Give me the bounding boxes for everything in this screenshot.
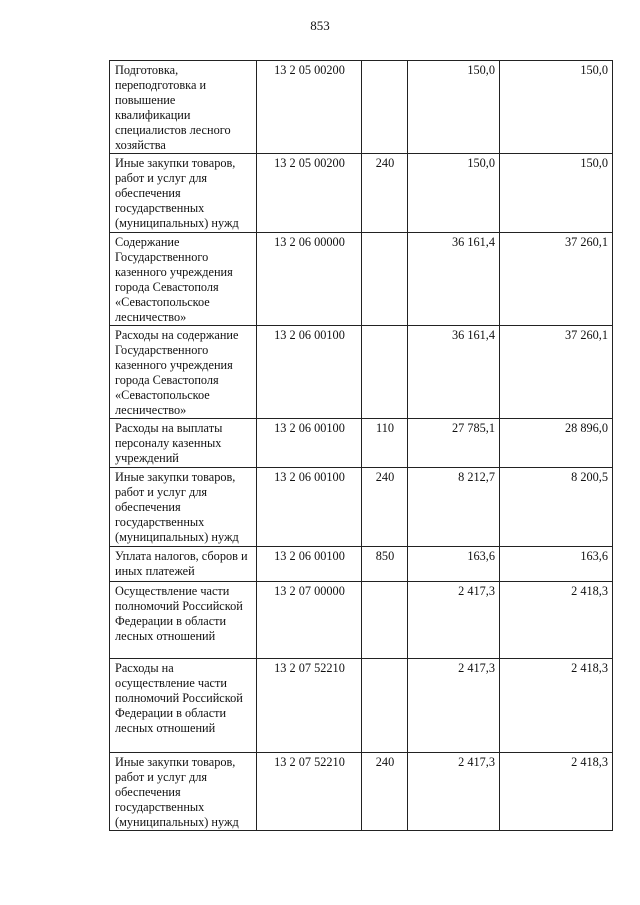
- amount-year1-cell: 2 417,3: [408, 659, 500, 753]
- table-row: [110, 233, 613, 326]
- expense-type-cell: 240: [362, 468, 408, 547]
- expense-name-cell: Расходы на выплаты персоналу казенных учреждений: [110, 419, 257, 468]
- expense-name-cell: Иные закупки товаров, работ и услуг для обеспечения государственных (муниципальных) нужд: [110, 468, 257, 547]
- table-row: [110, 61, 613, 154]
- amount-year2-cell: 150,0: [500, 61, 613, 154]
- amount-year1-cell: 27 785,1: [408, 419, 500, 468]
- amount-year2-cell: 28 896,0: [500, 419, 613, 468]
- expense-name-cell: Иные закупки товаров, работ и услуг для обеспечения государственных (муниципальных) нужд: [110, 154, 257, 233]
- amount-year1-cell: 36 161,4: [408, 326, 500, 419]
- expense-type-cell: 850: [362, 547, 408, 582]
- expense-name-cell: Расходы на осуществление части полномочий Российской Федерации в области лесных отношений: [110, 659, 257, 753]
- table-row: [110, 753, 613, 831]
- expense-type-cell: 240: [362, 154, 408, 233]
- table-row: [110, 154, 613, 233]
- target-code-cell: 13 2 07 52210: [257, 659, 362, 753]
- expense-type-cell: 240: [362, 753, 408, 831]
- amount-year2-cell: 150,0: [500, 154, 613, 233]
- amount-year1-cell: 150,0: [408, 154, 500, 233]
- expense-name-cell: Уплата налогов, сборов и иных платежей: [110, 547, 257, 582]
- target-code-cell: 13 2 06 00100: [257, 468, 362, 547]
- budget-table-body: [110, 61, 613, 831]
- amount-year2-cell: 2 418,3: [500, 582, 613, 659]
- target-code-cell: 13 2 06 00100: [257, 419, 362, 468]
- amount-year2-cell: 2 418,3: [500, 753, 613, 831]
- amount-year1-cell: 2 417,3: [408, 753, 500, 831]
- amount-year1-cell: 8 212,7: [408, 468, 500, 547]
- table-row: [110, 659, 613, 753]
- expense-name-cell: Осуществление части полномочий Российской Федерации в области лесных отношений: [110, 582, 257, 659]
- expense-type-cell: 110: [362, 419, 408, 468]
- amount-year2-cell: 2 418,3: [500, 659, 613, 753]
- target-code-cell: 13 2 06 00100: [257, 547, 362, 582]
- amount-year1-cell: 2 417,3: [408, 582, 500, 659]
- page-number: 853: [310, 18, 330, 33]
- target-code-cell: 13 2 07 52210: [257, 753, 362, 831]
- target-code-cell: 13 2 05 00200: [257, 154, 362, 233]
- expense-name-cell: Иные закупки товаров, работ и услуг для обеспечения государственных (муниципальных) нужд: [110, 753, 257, 831]
- table-row: [110, 419, 613, 468]
- expense-type-cell: [362, 233, 408, 326]
- expense-type-cell: [362, 582, 408, 659]
- expense-name-cell: Содержание Государственного казенного учреждения города Севастополя «Севастопольское лесничество»: [110, 233, 257, 326]
- table-row: [110, 582, 613, 659]
- target-code-cell: 13 2 05 00200: [257, 61, 362, 154]
- expense-type-cell: [362, 659, 408, 753]
- target-code-cell: 13 2 06 00100: [257, 326, 362, 419]
- expense-name-cell: Подготовка, переподготовка и повышение квалификации специалистов лесного хозяйства: [110, 61, 257, 154]
- expense-type-cell: [362, 326, 408, 419]
- target-code-cell: 13 2 06 00000: [257, 233, 362, 326]
- table-row: [110, 468, 613, 547]
- target-code-cell: 13 2 07 00000: [257, 582, 362, 659]
- table-row: [110, 326, 613, 419]
- amount-year1-cell: 163,6: [408, 547, 500, 582]
- budget-table: [109, 60, 613, 831]
- amount-year1-cell: 36 161,4: [408, 233, 500, 326]
- table-row: [110, 547, 613, 582]
- amount-year2-cell: 37 260,1: [500, 326, 613, 419]
- amount-year2-cell: 163,6: [500, 547, 613, 582]
- amount-year2-cell: 37 260,1: [500, 233, 613, 326]
- amount-year1-cell: 150,0: [408, 61, 500, 154]
- expense-name-cell: Расходы на содержание Государственного казенного учреждения города Севастополя «Севастопольское лесничество»: [110, 326, 257, 419]
- expense-type-cell: [362, 61, 408, 154]
- amount-year2-cell: 8 200,5: [500, 468, 613, 547]
